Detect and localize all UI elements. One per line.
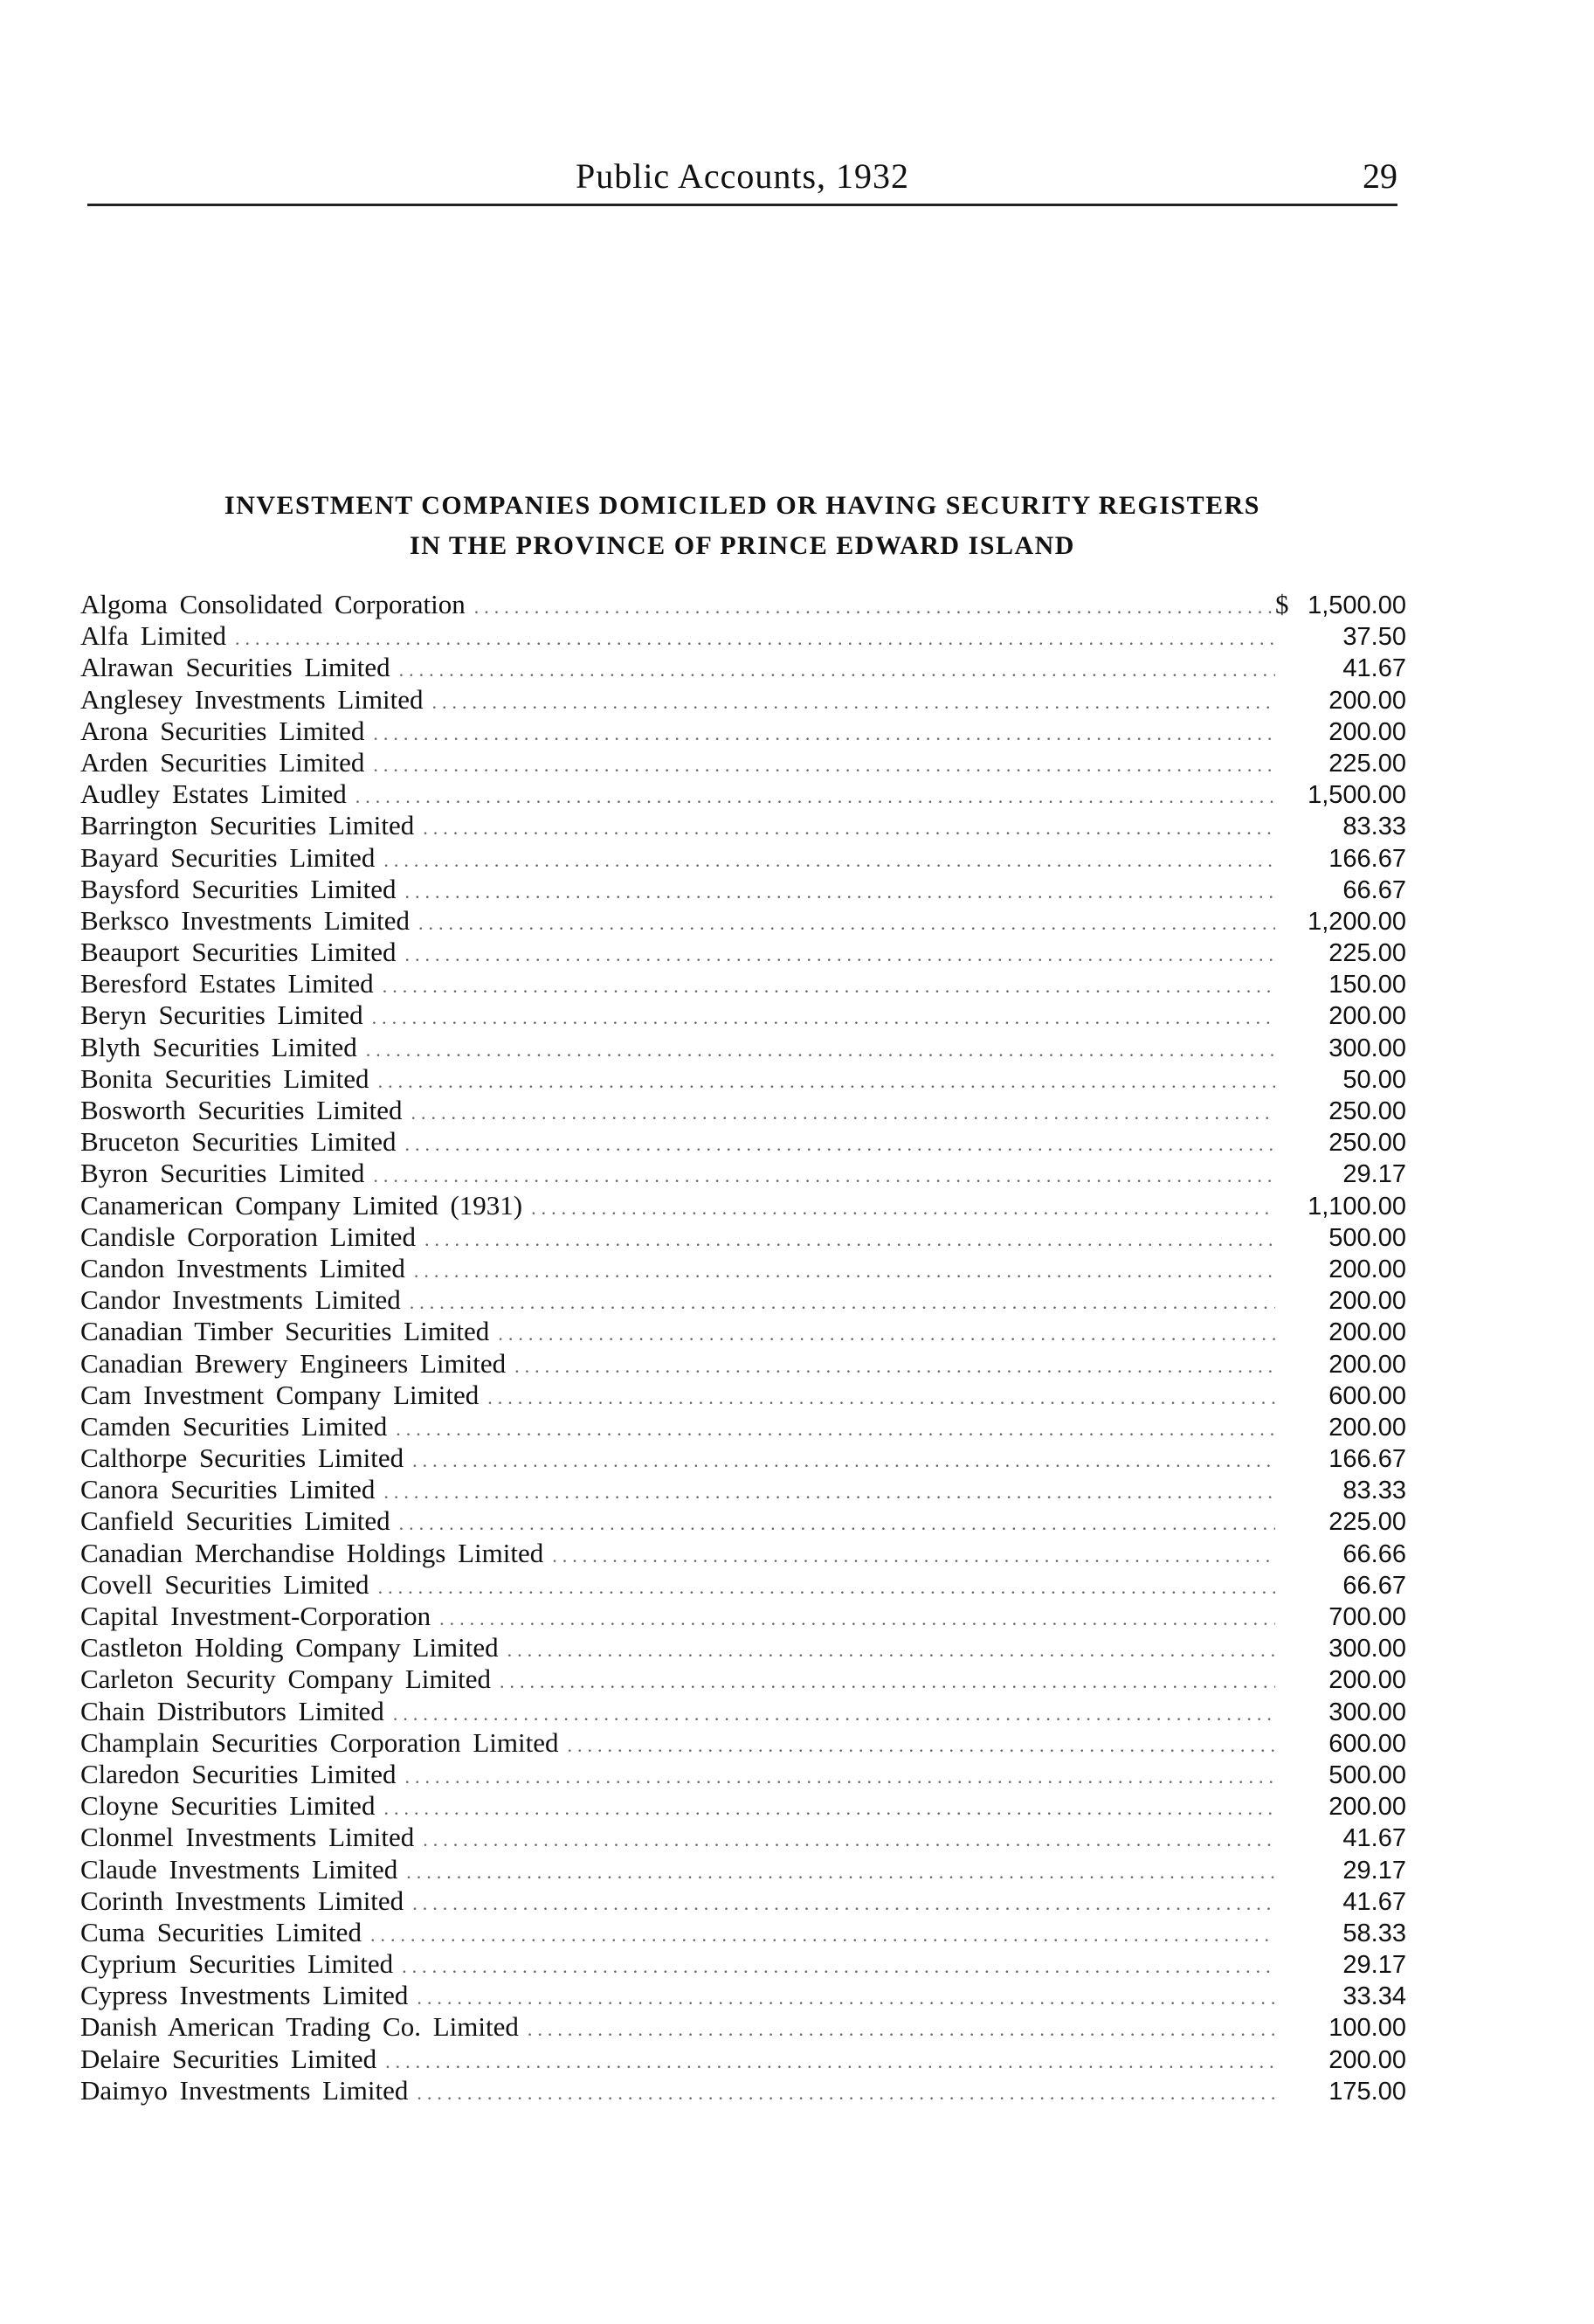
list-item [80,2011,1406,2043]
amount: 150.00 [1328,971,1406,999]
dot-leader [383,845,1275,876]
amount: 200.00 [1328,717,1406,746]
amount: 66.67 [1342,1571,1406,1600]
list-item [80,1505,1406,1537]
company-name: Calthorpe Securities Limited [80,1442,404,1474]
company-name: Bayard Securities Limited [80,841,376,873]
dot-leader [412,1445,1275,1477]
header-rule [87,204,1397,206]
company-name: Berksco Investments Limited [80,904,411,936]
amount: 500.00 [1328,1223,1406,1252]
amount: 200.00 [1328,1002,1406,1031]
list-item [80,1316,1406,1347]
amount: 600.00 [1328,1381,1406,1410]
amount: 500.00 [1328,1760,1406,1789]
amount: 66.66 [1342,1539,1406,1568]
company-name: Candor Investments Limited [80,1284,401,1316]
list-item [80,1095,1406,1126]
list-item [80,810,1406,841]
dot-leader [531,1193,1275,1224]
dot-leader [417,2078,1275,2109]
company-name: Cyprium Securities Limited [80,1948,394,1980]
amount: 250.00 [1328,1097,1406,1125]
page-title-text: Public Accounts, 1932 [565,156,920,196]
list-item [80,1063,1406,1095]
company-name: Cam Investment Company Limited [80,1379,480,1410]
amount: 300.00 [1328,1635,1406,1663]
company-name: Beryn Securities Limited [80,999,363,1031]
company-name: Candisle Corporation Limited [80,1221,416,1252]
amount: 33.34 [1342,1982,1406,2011]
dot-leader [383,1477,1275,1508]
dot-leader [432,687,1275,718]
dot-leader [514,1351,1275,1382]
company-name: Claredon Securities Limited [80,1758,397,1789]
dot-leader [411,1097,1275,1129]
dot-leader [373,1160,1275,1192]
amount: 37.50 [1342,623,1406,652]
list-item [80,937,1406,968]
list-item [80,1474,1406,1505]
amount: 29.17 [1342,1951,1406,1980]
dot-leader [373,750,1275,781]
company-name: Delaire Securities Limited [80,2043,377,2074]
company-name: Corinth Investments Limited [80,1885,404,1916]
company-name: Claude Investments Limited [80,1853,398,1885]
company-name: Cypress Investments Limited [80,1980,409,2011]
dot-leader [552,1540,1275,1572]
amount: 300.00 [1328,1034,1406,1062]
amount: 200.00 [1328,1350,1406,1379]
list-item [80,1980,1406,2011]
amount: 41.67 [1342,1824,1406,1853]
amount: 83.33 [1342,1477,1406,1505]
list-item [80,968,1406,999]
amount: 200.00 [1328,1666,1406,1695]
amount: 166.67 [1328,1445,1406,1474]
dot-leader [399,1508,1275,1539]
amount: 1,200.00 [1308,907,1406,936]
dot-leader [405,939,1275,971]
company-name: Chain Distributors Limited [80,1695,384,1726]
list-item [80,2044,1406,2075]
dot-leader [424,1224,1275,1255]
dot-leader [439,1603,1275,1635]
dot-leader [414,1255,1275,1287]
company-name: Blyth Securities Limited [80,1031,357,1062]
dot-leader [418,908,1275,939]
company-name: Clonmel Investments Limited [80,1822,415,1853]
list-item [80,1696,1406,1727]
amount: 300.00 [1328,1698,1406,1726]
dot-leader [396,1414,1275,1445]
company-name: Bonita Securities Limited [80,1062,369,1094]
list-item [80,1885,1406,1917]
amount: 200.00 [1328,1793,1406,1822]
dot-leader [378,1066,1275,1097]
list-item [80,1759,1406,1790]
page-title [87,156,1397,197]
list-item [80,1569,1406,1601]
list-item [80,1538,1406,1569]
list-item [80,1442,1406,1474]
company-name: Alrawan Securities Limited [80,652,390,683]
dot-leader [528,2014,1275,2045]
list-item [80,1601,1406,1632]
company-name: Algoma Consolidated Corporation [80,589,466,619]
amount: 250.00 [1328,1129,1406,1158]
amount: 200.00 [1328,2045,1406,2074]
section-title-line-1: INVESTMENT COMPANIES DOMICILED OR HAVING SECURITY REGISTERS [224,491,1260,520]
list-item [80,999,1406,1031]
list-item [80,1348,1406,1380]
amount: 700.00 [1328,1603,1406,1631]
company-name: Baysford Securities Limited [80,873,397,904]
amount: 83.33 [1342,813,1406,841]
dot-leader [373,718,1275,750]
list-item [80,778,1406,810]
dot-leader [474,591,1275,623]
dot-leader [405,876,1275,908]
amount: 225.00 [1328,1508,1406,1537]
company-name: Alfa Limited [80,620,226,652]
dot-leader [405,1761,1275,1793]
amount: 41.67 [1342,654,1406,683]
dot-leader [423,813,1275,844]
company-name: Covell Securities Limited [80,1568,369,1600]
company-name: Byron Securities Limited [80,1158,365,1189]
amount: 200.00 [1328,1287,1406,1316]
company-name: Danish American Trading Co. Limited [80,2011,519,2043]
list-item [80,589,1406,620]
company-name: Canadian Timber Securities Limited [80,1316,490,1347]
company-name: Carleton Security Company Limited [80,1663,491,1695]
company-name: Canfield Securities Limited [80,1505,390,1537]
company-name: Cloyne Securities Limited [80,1790,376,1822]
dot-leader [487,1382,1275,1414]
list-item [80,1190,1406,1221]
amount: 29.17 [1342,1160,1406,1189]
dot-leader [423,1824,1275,1856]
amount: 100.00 [1328,2014,1406,2043]
dot-leader [370,1919,1275,1951]
section-title-line-2: IN THE PROVINCE OF PRINCE EDWARD ISLAND [410,531,1075,560]
dot-leader [378,1572,1275,1603]
amount: 50.00 [1342,1065,1406,1094]
amount: 600.00 [1328,1729,1406,1758]
company-name: Champlain Securities Corporation Limited [80,1726,559,1758]
list-item [80,1126,1406,1158]
list-item [80,874,1406,905]
company-name: Barrington Securities Limited [80,810,415,841]
list-item [80,1380,1406,1411]
amount: 1,500.00 [1308,781,1406,810]
dot-leader [412,1888,1275,1919]
list-item [80,1790,1406,1822]
page-number: 29 [1354,156,1397,197]
company-name: Arden Securities Limited [80,746,365,778]
dot-leader [399,654,1275,686]
company-name: Canadian Brewery Engineers Limited [80,1347,507,1379]
amount: 1,100.00 [1308,1192,1406,1221]
list-item [80,1822,1406,1853]
list-item [80,1158,1406,1189]
list-item [80,1253,1406,1284]
amount: 58.33 [1342,1919,1406,1947]
amount: 200.00 [1328,1318,1406,1347]
list-item [80,1411,1406,1442]
company-name: Capital Investment-Corporation [80,1601,431,1631]
company-name: Canora Securities Limited [80,1474,376,1505]
list-item [80,905,1406,937]
list-item [80,1221,1406,1253]
company-name: Candon Investments Limited [80,1252,405,1283]
amount: 200.00 [1328,686,1406,715]
company-name: Anglesey Investments Limited [80,683,424,715]
company-name: Beresford Estates Limited [80,968,374,999]
dot-leader [402,1951,1275,1982]
company-name: Castleton Holding Company Limited [80,1632,499,1663]
amount: 200.00 [1328,1413,1406,1442]
dot-leader [383,971,1275,1002]
amount: 200.00 [1328,1255,1406,1283]
list-item [80,1727,1406,1759]
dot-leader [507,1635,1275,1666]
company-name: Beauport Securities Limited [80,937,397,968]
dot-leader [372,1002,1275,1034]
company-name: Daimyo Investments Limited [80,2074,409,2106]
list-item [80,1948,1406,1980]
dot-leader [405,1129,1275,1160]
amount: 225.00 [1328,939,1406,968]
amount: 166.67 [1328,844,1406,873]
amount: 175.00 [1328,2077,1406,2106]
list-item [80,1854,1406,1885]
section-title [87,486,1397,566]
company-listing [80,589,1406,2106]
amount: 29.17 [1342,1856,1406,1885]
page-header [87,156,1397,218]
dot-leader [567,1730,1275,1761]
dot-leader [500,1666,1275,1698]
amount: 66.67 [1342,875,1406,904]
company-name: Camden Securities Limited [80,1410,388,1442]
list-item [80,747,1406,778]
list-item [80,842,1406,874]
dot-leader [383,1793,1275,1824]
company-name: Cuma Securities Limited [80,1916,362,1947]
dot-leader [385,2046,1275,2078]
company-name: Canamerican Company Limited (1931) [80,1189,523,1221]
list-item [80,2075,1406,2106]
company-name: Bosworth Securities Limited [80,1095,403,1125]
list-item [80,620,1406,652]
dot-leader [393,1698,1275,1730]
list-item [80,684,1406,716]
company-name: Arona Securities Limited [80,715,365,746]
amount: 225.00 [1328,749,1406,778]
list-item [80,1632,1406,1663]
dot-leader [406,1857,1275,1888]
dot-leader [355,781,1275,813]
list-item [80,1917,1406,1948]
amount: 41.67 [1342,1887,1406,1916]
currency-symbol: $ [1275,589,1289,619]
dot-leader [410,1287,1275,1318]
list-item [80,1284,1406,1316]
list-item [80,1032,1406,1063]
company-name: Bruceton Securities Limited [80,1126,397,1158]
list-item [80,716,1406,747]
dot-leader [366,1034,1275,1066]
list-item [80,652,1406,683]
dot-leader [498,1318,1275,1350]
list-item [80,1663,1406,1695]
company-name: Canadian Merchandise Holdings Limited [80,1537,544,1568]
dot-leader [417,1982,1275,2014]
company-name: Audley Estates Limited [80,778,347,810]
amount: 1,500.00 [1308,591,1406,619]
dot-leader [235,623,1275,654]
